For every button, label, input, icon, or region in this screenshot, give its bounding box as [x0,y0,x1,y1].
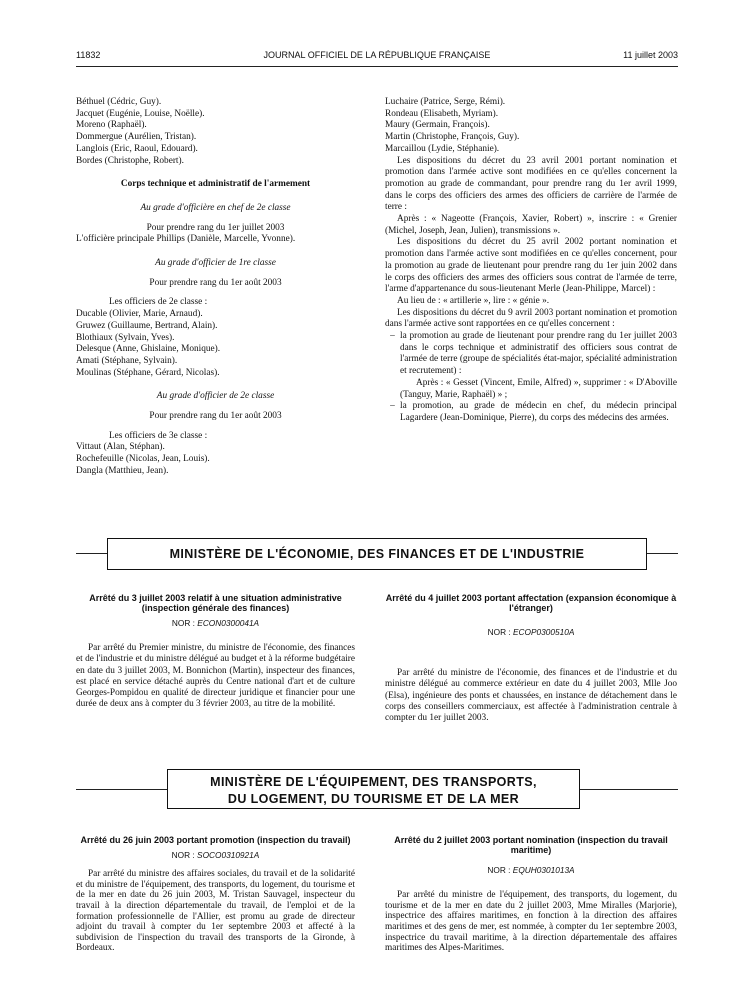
nor-reference [385,865,677,876]
name-line: Marcaillou (Lydie, Stéphanie). [385,143,500,154]
grade-heading: Au grade d'officier de 2e classe [156,391,275,402]
rang-line: Pour prendre rang du 1er juillet 2003 [146,222,285,233]
nor-label: NOR : [487,865,511,875]
name-line: Rondeau (Elisabeth, Myriam). [385,108,499,119]
nor-code: ECOP0300510A [513,627,575,637]
nor-code: ECON0300041A [197,618,260,628]
header-rule [76,66,678,67]
left-column [76,97,355,478]
nor-code: EQUH0301013A [512,865,575,875]
decree-paragraph: Les dispositions du décret du 25 avril 2002 portant nomination et promotion dans l'armée active sont modifiées en ce qu'elles concernent, pour la promotion au grade de lieutenant pour prendre rang du 1er juin 2002 dans le corps des officiers des armes des officiers sous contrat de l'armée de terre, l'arme d'appartenance du sous-lieutenant Merle (Jean-Philippe, Marcel) : [385,237,677,295]
nor-code: SOCO0310921A [197,850,260,860]
name-line: Dommergue (Aurélien, Tristan). [76,132,197,143]
article [385,593,677,724]
dash-marker: – [390,401,395,412]
ministry-heading [107,538,647,570]
article-body: Par arrêté du ministre de l'équipement, des transports, du logement, du tourisme et de la mer en date du 2 juillet 2003, Mme Miralles (Marjorie), inspectrice des affaires maritimes, en fonction à la direction des affaires maritimes et des gens de mer, est nommée, à compter du 1er septembre 2003, inspectrice du travail maritime, à la direction départementale des affaires maritimes des Alpes-Maritimes. [385,890,677,954]
page-number: 11832 [76,50,101,60]
rang-line: Pour prendre rang du 1er août 2003 [149,277,282,288]
name-line: Béthuel (Cédric, Guy). [76,97,162,107]
name-line: Luchaire (Patrice, Serge, Rémi). [385,97,506,107]
section-rule [580,789,678,790]
name-line: Jacquet (Eugénie, Louise, Noëlle). [76,108,205,119]
decree-paragraph: Les dispositions du décret du 9 avril 2003 portant nomination et promotion dans l'armée active sont rapportées en ce qu'elles concernent : [385,307,677,330]
nor-reference [76,850,355,861]
article [385,835,677,954]
journal-title: JOURNAL OFFICIEL DE LA RÉPUBLIQUE FRANÇAISE [263,50,491,60]
decree-paragraph: Après : « Nageotte (François, Xavier, Robert) », inscrire : « Grenier (Michel, Joseph, Jean, Julien), transmissions ». [385,214,677,236]
ministry-title-line: DU LOGEMENT, DU TOURISME ET DE LA MER [227,792,520,806]
intro-line: Les officiers de 2e classe : [109,297,208,308]
grade-heading: Au grade d'officière en chef de 2e classe [140,202,291,213]
decree-paragraph: Les dispositions du décret du 23 avril 2001 portant nomination et promotion dans l'armée active sont modifiées en ce qu'elles concernent la promotion au grade de commandant, pour prendre rang du 1er avril 1999, dans le corps des officiers des armes des officiers de carrière de l'armée de terre : [385,155,677,213]
name-line: Delesque (Anne, Ghislaine, Monique). [76,344,221,355]
article-body: Par arrêté du Premier ministre, du ministre de l'économie, des finances et de l'industrie et du ministre délégué au budget et à la réforme budgétaire en date du 3 juillet 2003, M. Bonnichon (Martin), inspecteur des finances, est placé en service détaché auprès du Centre national d'art et de culture Georges-Pompidou en qualité de directeur juridique et financier pour une durée de deux ans à compter du 3 février 2003, au titre de la mobilité. [76,643,355,710]
name-line: Vittaut (Alan, Stéphan). [76,442,165,453]
article-title: Arrêté du 4 juillet 2003 portant affectation (expansion économique à l'étranger) [385,593,677,613]
corps-heading: Corps technique et administratif de l'armement [120,179,311,190]
right-column [385,97,677,425]
dash-marker: – [390,331,395,342]
name-line: Martin (Christophe, François, Guy). [385,132,520,143]
article-title: Arrêté du 2 juillet 2003 portant nomination (inspection du travail maritime) [394,835,668,855]
rang-line: Pour prendre rang du 1er août 2003 [149,411,282,422]
nor-label: NOR : [487,627,511,637]
page-header [76,50,678,64]
section-rule [76,553,107,554]
name-line: Amati (Stéphane, Sylvain). [76,355,178,366]
bullet-subtext: Après : « Gesset (Vincent, Emile, Alfred) », supprimer : « D'Aboville (Tanguy, Marie, Raphaël) » ; [400,377,677,400]
name-line: Gruwez (Guillaume, Bertrand, Alain). [76,320,218,331]
article-title: Arrêté du 26 juin 2003 portant promotion (inspection du travail) [80,835,351,845]
nor-reference [76,618,355,629]
issue-date: 11 juillet 2003 [623,50,678,60]
section-rule [645,553,678,554]
article [76,835,355,954]
bullet-item [385,401,677,424]
name-line: Dangla (Matthieu, Jean). [76,465,169,476]
decree-paragraph: Au lieu de : « artillerie », lire : « génie ». [397,295,550,306]
article-body: Par arrêté du ministre des affaires sociales, du travail et de la solidarité et du ministre de l'équipement, des transports, du logement, du tourisme et de la mer en date du 26 juin 2003, M. Tristan Sauvagel, inspecteur du travail à la direction départementale du travail, de l'emploi et de la formation professionnelle de l'Allier, est promu au grade de directeur adjoint du travail à compter du 1er septembre 2003 et affecté à la subdivision de l'inspection du travail des transports de la Gironde, à Bordeaux. [76,869,355,954]
bullet-item [385,331,677,401]
article-title: Arrêté du 3 juillet 2003 relatif à une situation administrative (inspection générale des finances) [89,593,342,613]
name-line: Maury (Germain, François). [385,120,490,131]
name-line: Moulinas (Stéphane, Gérard, Nicolas). [76,367,220,378]
nor-label: NOR : [171,618,195,628]
name-line: Blothiaux (Sylvain, Yves). [76,332,175,343]
intro-line: Les officiers de 3e classe : [109,430,208,441]
ministry-heading [167,769,580,809]
nor-label: NOR : [171,850,195,860]
ministry-title: MINISTÈRE DE L'ÉCONOMIE, DES FINANCES ET DE L'INDUSTRIE [169,547,585,561]
grade-heading: Au grade d'officier de 1re classe [155,258,276,269]
bullet-text: la promotion au grade de lieutenant pour prendre rang du 1er juillet 2003 dans le corps technique et administratif des officiers sous contrat de l'armée de terre (groupe de spécialités état-major, spécialité administration et recrutement) : [400,331,677,377]
name-line: Moreno (Raphaël). [76,120,147,131]
section-rule [76,789,167,790]
article-body: Par arrêté du ministre de l'économie, des finances et de l'industrie et du ministre délégué au commerce extérieur en date du 4 juillet 2003, Mlle Joo (Elsa), ingénieure des ponts et chaussées, en instance de détachement dans le corps des conseillers commerciaux, est affectée à l'administration centrale à compter du 1er juillet 2003. [385,668,677,724]
ministry-title-line: MINISTÈRE DE L'ÉQUIPEMENT, DES TRANSPORTS, [210,775,537,789]
name-line: L'officière principale Phillips (Danièle, Marcelle, Yvonne). [76,234,296,245]
name-line: Langlois (Eric, Raoul, Edouard). [76,143,198,154]
article [76,593,355,710]
bullet-text: la promotion, au grade de médecin en chef, du médecin principal Lagardere (Jean-Dominique, Pierre), du corps des médecins des armées. [400,401,677,423]
name-line: Ducable (Olivier, Marie, Arnaud). [76,309,203,320]
nor-reference [385,627,677,638]
name-line: Rochefeuille (Nicolas, Jean, Louis). [76,454,210,465]
name-line: Bordes (Christophe, Robert). [76,155,184,166]
